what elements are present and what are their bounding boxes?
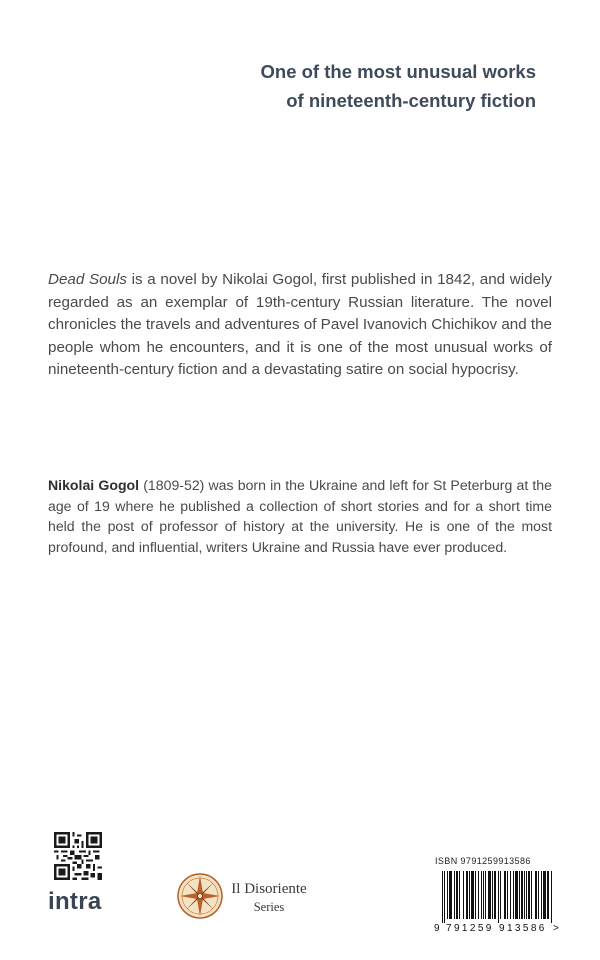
- barcode-bar: [538, 871, 539, 919]
- barcode-digit-first: 9: [434, 923, 440, 933]
- barcode-bar: [471, 871, 474, 919]
- barcode-bar: [521, 871, 523, 919]
- barcode-bar: [551, 871, 552, 923]
- barcode-bar: [547, 871, 549, 919]
- barcode-bar: [469, 871, 470, 919]
- barcode-bar: [442, 871, 443, 923]
- barcode-bar: [454, 871, 455, 919]
- barcode-bar: [492, 871, 493, 919]
- isbn-barcode: [433, 856, 560, 933]
- book-description: [48, 269, 552, 382]
- barcode-bar: [494, 871, 496, 919]
- bio-text: (1809-52) was born in the Ukraine and left for St Peterburg at the age of 19 where he published a collection of short stories and for a short time held the post of professor of history at the university. He is one of the most profound, and influential, writers Ukraine and Russia have ever produced.: [48, 477, 552, 555]
- tagline: [261, 57, 536, 115]
- qr-code-icon: [54, 832, 102, 880]
- author-name: Nikolai Gogol: [48, 477, 140, 493]
- barcode-bar: [444, 871, 445, 923]
- tagline-line-2: of nineteenth-century fiction: [286, 90, 536, 111]
- book-title: Dead Souls: [48, 271, 127, 288]
- barcode-bar: [498, 871, 499, 923]
- barcode-digit-end: >: [553, 923, 559, 933]
- series-logo: [229, 880, 309, 916]
- barcode-bar: [475, 871, 476, 919]
- barcode-bar: [507, 871, 508, 919]
- barcode-bar: [449, 871, 452, 919]
- barcode-bar: [500, 871, 501, 919]
- barcode-icon: [433, 869, 560, 933]
- barcode-bar: [543, 871, 546, 919]
- isbn-label: ISBN 9791259913586: [435, 856, 531, 866]
- tagline-line-1: One of the most unusual works: [260, 61, 536, 82]
- series-name: Il Disoriente: [231, 881, 307, 897]
- barcode-bar: [531, 871, 532, 919]
- barcode-bar: [524, 871, 525, 919]
- barcode-bar: [456, 871, 458, 919]
- barcode-bar: [483, 871, 484, 919]
- barcode-bar: [510, 871, 511, 919]
- barcode-bar: [485, 871, 486, 919]
- barcode-digits-group-2: 913586: [499, 923, 547, 933]
- barcode-bar: [463, 871, 464, 919]
- barcode-bar: [504, 871, 506, 919]
- barcode-bar: [513, 871, 514, 919]
- barcode-bar: [466, 871, 468, 919]
- barcode-bar: [515, 871, 518, 919]
- barcode-bar: [447, 871, 448, 919]
- barcode-bar: [478, 871, 479, 919]
- barcode-bar: [481, 871, 482, 919]
- publisher-logo: intra: [48, 888, 102, 915]
- barcode-bar: [526, 871, 527, 919]
- barcode-bar: [488, 871, 491, 919]
- barcode-bar: [541, 871, 542, 919]
- barcode-bar: [459, 871, 460, 919]
- barcode-bar: [519, 871, 520, 919]
- series-sub: Series: [253, 900, 285, 914]
- compass-rose-icon: [177, 873, 223, 919]
- author-bio: [48, 475, 552, 557]
- barcode-bar: [535, 871, 537, 919]
- description-text: is a novel by Nikolai Gogol, first published in 1842, and widely regarded as an exemplar of 19th-century Russian literature. The novel chronicles the travels and adventures of Pavel Ivanovich Chichikov and the people whom he encounters, and it is one of the most unusual works of nineteenth-century fiction and a devastating satire on social hypocrisy.: [48, 271, 553, 378]
- barcode-bar: [528, 871, 530, 919]
- barcode-digits-group-1: 791259: [446, 923, 494, 933]
